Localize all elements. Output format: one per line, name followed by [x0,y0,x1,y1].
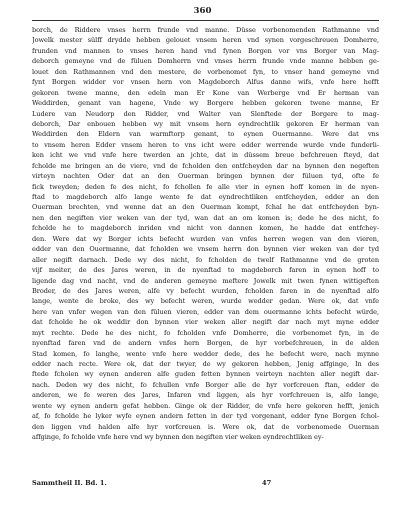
footer-page-count: 47 [262,479,272,487]
text-line: den liggen vnd halden alfe hyr vorfcreuen is. Were ok, dat de vorbenomede Ouerman [32,422,379,431]
text-line: vijf meiter, de des Jares weren, in de nyenftad to magdeborch faren in eynen hoff to [32,266,379,275]
text-line: Stad komen, fo langhe, wente vnfe here wedder dede, des he befecht were, nach mynne [32,349,379,358]
text-line: wente wy eynen andern gefat hebben. Ginge ok der Ridder, de vnfe here gekoren hefft, jenich [32,401,379,410]
text-line: Weddirden den Eldern van warmftorp genant, to eynen Ouermanne. Were dat vns [32,130,379,139]
text-line: louet den Rathmannen vnd den mestere, de vorbenomet fyn, to vnser hand gemeyne vnd [32,67,379,76]
text-line: ftede fcholen wy eynen anderen alfe guden fetten bynnen veirteyn nachten aller negift dar- [32,370,379,379]
text-line: Jowelk mester sülff drydde hebben gelouet vnsem heren vnd synen vorgeschreuen Domherre, [32,36,379,45]
text-line: anderen, we fe weren des Jares, Infaren vnd liggen, als hyr vorfchreuen is, alfo lange, [32,391,379,400]
text-line: gekoren twene manne, den edeln man Er Kone van Werberge vnd Er herman van [32,88,379,97]
text-line: nen den negiften vier weken van der tyd, wan dat an om komen is; dede he des nicht, fo [32,213,379,222]
text-line: to vnsem heren Edder vnsem heren to vns icht were edder werrende wurde vnde funderli- [32,140,379,149]
page-number: 360 [193,6,212,16]
text-line: ken icht we vnd vnfe here twerden an jchte, dat in düssem breue befchreuen fteyd, dat [32,151,379,160]
text-line: here van vnfer wegen van den füluen vieren, edder van dem ouermanne ichts befecht würde, [32,307,379,316]
text-line: ligende dag vnd nacht, vnd de anderen gemeyne meftere Jowelk mit twen fynen wittigeften [32,276,379,285]
text-line: fcholde he to magdeborch inriden vnd nicht von dannen komen, he hadde dat entfchey- [32,224,379,233]
page-footer [32,478,379,489]
text-line: ftad to magdeborch alfo lange wente fe dat eyndrechtliken entfcheyden, edder an den [32,193,379,201]
text-line: Weddirden, genant van hagene, Vnde wy Borgere hebben gekoren twene manne, Er [32,99,379,108]
text-line: Ouerman brechten, vnd wenne dat an den Ouerman kompt, fchal he dat entfcheyden byn- [32,203,379,212]
text-line: myt rechte. Dede he des nicht, fo fcholden vnfe Domherre, die vorbenomet fyn, in de [32,328,379,337]
body-text [32,25,379,443]
text-line: Ludere van Neudorp den Ridder, vnd Walter van Slenftede der Borgere to mag- [32,109,379,118]
text-line: dat fcholde he ok weddir don bynnen vier weken aller negift dar nach myt myne edder [32,318,379,327]
text-line: deborch, Dar enbouen hebben wy mit vnsem hern eyndrechtlik gekoren Er herman van [32,119,379,128]
printer-signature: Sammtheil II. Bd. 1. [32,479,107,487]
text-line: nyenftad faren vnd de andern vnfes hern Borgen, de hyr vorbefchreuen, in de alden [32,339,379,348]
text-line: virteyn nachten Oder dat an den Ouerman bringen bynnen der füluen tyd, ofte fe [32,172,379,181]
text-line: frunden vnd mannen to vnses heren hand vnd fynen Borgen vor vns Borger van Mag- [32,46,379,55]
text-line: lange, wente de broke, des wy befecht weren, wurde wedder gedan. Were ok, dat vnfe [32,297,379,306]
text-line: af, fo fcholde he lyker wyfe eynen andern fetten in der tyd vorgenant, edder fyne Borgen fchol- [32,412,379,421]
text-line: fcholde me bringen an de viere, vnd de fcholden den entfcheyden dar na bynnen den negeften [32,161,379,170]
text-line: Broder, de des Jares weren, alfe vy befecht wurden, fcholden faren in de nyenftad alfo [32,286,379,295]
text-line: fick tweyden; deden fe des nicht, fo fchollen fe alle vier in eynen hoff komen in de nyen- [32,182,379,191]
text-line: edder nach recte. Were ok, dat der twyer, de wy gekoren hebben, Jenig affginge, In des [32,360,379,368]
text-line: den. Were dat wy Borger ichts befecht wurden van vnfes herren wegen van den vieren, [32,234,379,243]
header-rule [32,20,379,21]
text-line: affginge, fo fcholde vnfe here vnd wy bynnen den negiften vier weken eyndrechtliken ey- [32,433,324,442]
text-line: borch, de Riddere vnses herrn frunde vnd manne. Düsse vorbenomenden Rathmanne vnd [32,26,379,34]
text-line: aller negift darnach. Dede wy des nicht, fo fcholden de twelf Rathmanne vnd de groten [32,255,379,264]
text-line: edder van den Ouermanne, dat fcholden we vnsem herrn don bynnen vier weken van der tyd [32,245,379,254]
text-line: fynt Borgen widder vor vnsen hern von Magdeborch Alfus danne wifs, vnfe here hefft [32,78,379,87]
text-line: nach. Deden wy des nicht, fo fchullen vnfe Borger alle de hyr vorfcreuen ftan, edder de [32,380,379,389]
text-line: deborch gemeyne vnd de füluen Domherrn vnd vnses herrn frunde vnde manne hebben ge- [32,57,379,66]
